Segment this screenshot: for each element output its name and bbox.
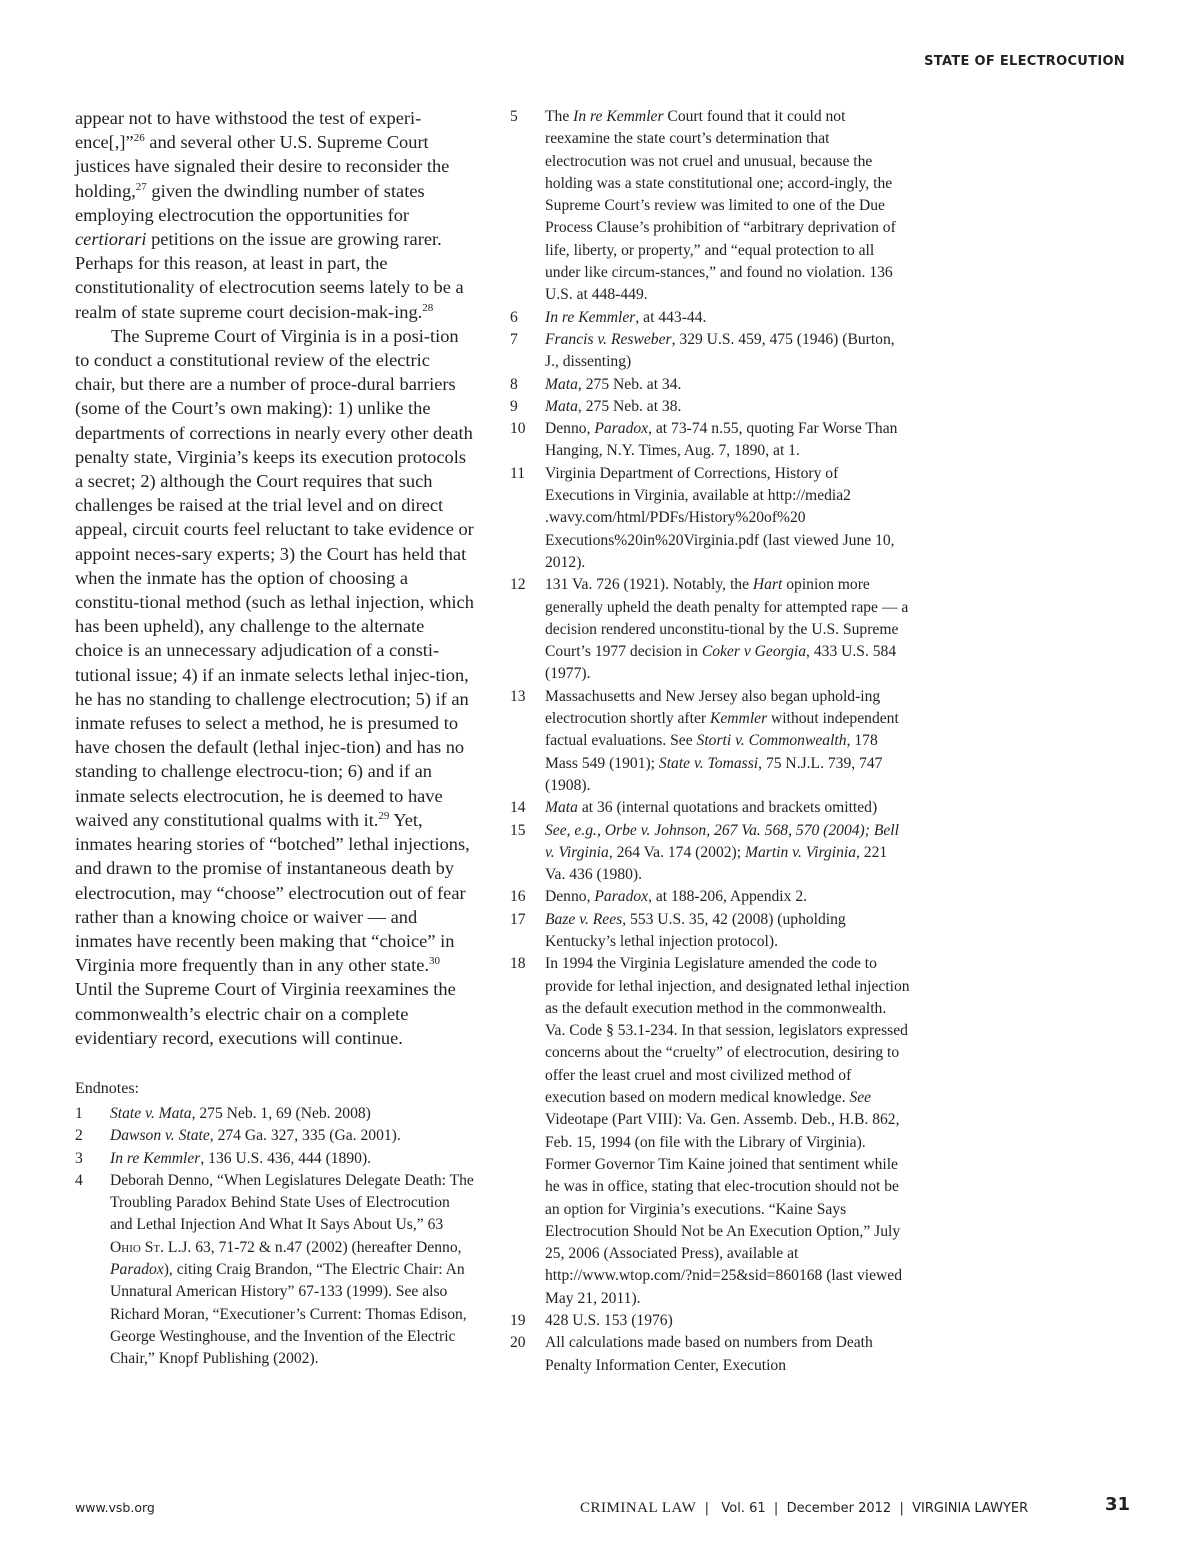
endnote-7: 7 Francis v. Resweber, 329 U.S. 459, 475 (1946) (Burton, J., dissenting) bbox=[510, 330, 895, 371]
endnote-17: 17 Baze v. Rees, 553 U.S. 35, 42 (2008) (upholding Kentucky’s lethal injection protocol). bbox=[510, 910, 846, 950]
footer-separator: | bbox=[899, 1501, 904, 1516]
page-number: 31 bbox=[1105, 1494, 1131, 1515]
footer-section: CRIMINAL LAW bbox=[580, 1500, 697, 1516]
footer-website: www.vsb.org bbox=[75, 1500, 155, 1515]
article-body-column bbox=[75, 106, 475, 1370]
endnote-18: 18 In 1994 the Virginia Legislature amended the code to provide for lethal injection, and designated lethal injection as the default execution method in the commonwealth. Va. Code § 53.1-234. In that session, legislators expressed concerns about the “cruelty” of electrocution, desiring to offer the least cruel and most civilized method of execution based on modern medical knowledge. See Videotape (Part VIII): Va. Gen. Assemb. Deb., H.B. 862, Feb. 15, 1994 (on file with the Library of Virginia). Former Governor Tim Kaine joined that sentiment while he was in office, stating that elec-trocution should not be an option for Virginia’s executions. “Kaine Says Electrocution Should Not be An Execution Option,” July 25, 2006 (Associated Press), available at http://www.wtop.com/?nid=25&sid=860168 (last viewed May 21, 2011). bbox=[510, 955, 910, 1307]
footer-separator: | bbox=[773, 1501, 779, 1516]
footnote-ref-28: 28 bbox=[422, 301, 434, 314]
footnote-ref-30: 30 bbox=[429, 954, 441, 967]
endnote-14: 14 Mata at 36 (internal quotations and brackets omitted) bbox=[510, 799, 878, 817]
footer-volume: Vol. 61 bbox=[721, 1501, 766, 1516]
endnote-19: 19 428 U.S. 153 (1976) bbox=[510, 1312, 673, 1330]
endnotes-column bbox=[510, 106, 910, 1377]
paragraph-2: The Supreme Court of Virginia is in a posi-tion to conduct a constitutional review of the electric chair, but there are a number of proce-dural barriers (some of the Court’s own making): 1) unlike the departments of corrections in nearly every other death penalty state, Virginia’s keeps its execution protocols a secret; 2) although the Court requires that such challenges be raised at the trial level and on direct appeal, circuit courts feel reluctant to take evidence or appoint neces-sary experts; 3) the Court has held that when the inmate has the option of choosing a constitu-tional method (such as lethal injection, which has been upheld), any challenge to the alternate choice is an unnecessary adjudication of a consti-tutional issue; 4) if an inmate selects lethal injec-tion, he has no standing to challenge electrocution; 5) if an inmate refuses to select a method, he is presumed to have chosen the default (lethal injec-tion) and has no standing to challenge electrocu-tion; 6) and if an inmate selects electrocution, he is deemed to have waived any constitutional qualms with it.$^{29}$ Yet, inmates hearing stories of “botched” lethal injections, and drawn to the promise of instantaneous death by electrocution, may “choose” electrocution out of fear rather than a knowing choice or waiver — and inmates have recently been making that “choice” in Virginia more frequently than in any other state.$^{30}$ Until the Supreme Court of Virginia reexamines the commonwealth’s electric chair on a complete evidentiary record, executions will continue. bbox=[75, 325, 474, 1048]
endnote-12: 12 131 Va. 726 (1921). Notably, the Hart opinion more generally upheld the death penalty for attempted rape — a decision rendered unconstitu-tional by the U.S. Supreme Court’s 1977 decision in Coker v Georgia, 433 U.S. 584 (1977). bbox=[510, 576, 909, 683]
endnotes-heading: Endnotes: bbox=[75, 1079, 139, 1097]
endnote-16: 16 Denno, Paradox, at 188-206, Appendix 2. bbox=[510, 888, 808, 906]
endnote-8: 8 Mata, 275 Neb. at 34. bbox=[510, 375, 682, 393]
endnote-2: 2 Dawson v. State, 274 Ga. 327, 335 (Ga. 2001). bbox=[75, 1127, 401, 1145]
endnote-13: 13 Massachusetts and New Jersey also began uphold-ing electrocution shortly after Kemmler without independent factual evaluations. See Storti v. Commonwealth, 178 Mass 549 (1901); State v. Tomassi, 75 N.J.L. 739, 747 (1908). bbox=[510, 687, 899, 794]
footnote-ref-29: 29 bbox=[378, 809, 390, 822]
endnote-11: 11 Virginia Department of Corrections, History of Executions in Virginia, available at http://media2 .wavy.com/html/PDFs/History%20of%20 Executions%20in%20Virginia.pdf (last viewed June 10, 2012). bbox=[510, 464, 895, 571]
footer-publication-line bbox=[580, 1500, 1028, 1517]
footnote-ref-27: 27 bbox=[135, 180, 147, 193]
endnote-20: 20 All calculations made based on numbers from Death Penalty Information Center, Execution bbox=[510, 1334, 873, 1374]
endnote-9: 9 Mata, 275 Neb. at 38. bbox=[510, 397, 682, 415]
footer-date: December 2012 bbox=[786, 1501, 892, 1516]
endnote-6: 6 In re Kemmler, at 443-44. bbox=[510, 308, 707, 326]
endnote-3: 3 In re Kemmler, 136 U.S. 436, 444 (1890). bbox=[75, 1149, 372, 1167]
running-title: STATE OF ELECTROCUTION bbox=[924, 54, 1125, 69]
footnote-ref-26: 26 bbox=[133, 132, 145, 145]
endnote-1: 1 State v. Mata, 275 Neb. 1, 69 (Neb. 2008) bbox=[75, 1104, 371, 1122]
endnote-4: 4 Deborah Denno, “When Legislatures Delegate Death: The Troubling Paradox Behind State Uses of Electrocution and Lethal Injection And What It Says About Us,” 63 Ohio St. L.J. 63, 71-72 & n.47 (2002) (hereafter Denno, Paradox), citing Craig Brandon, “The Electric Chair: An Unnatural American History” 67-133 (1999). See also Richard Moran, “Executioner’s Current: Thomas Edison, George Westinghouse, and the Invention of the Electric Chair,” Knopf Publishing (2002). bbox=[75, 1171, 474, 1368]
footer-publication: VIRGINIA LAWYER bbox=[912, 1501, 1029, 1516]
paragraph-1: appear not to have withstood the test of experi-ence[,]”$^{26}$ and several other U.S. Supreme Court justices have signaled their desire to reconsider the holding,$^{27}$ given the dwindling number of states employing electrocution the opportunities for certiorari petitions on the issue are growing rarer. Perhaps for this reason, at least in part, the constitutionality of electrocution seems lately to be a realm of state supreme court decision-mak-ing.$^{28}$ bbox=[75, 108, 464, 322]
endnote-5: 5 The In re Kemmler Court found that it could not reexamine the state court’s determination that electrocution was not cruel and unusual, because the holding was a state constitutional one; accord-ingly, the Supreme Court’s review was limited to one of the Due Process Clause’s prohibition of “arbitrary deprivation of life, liberty, or property,” and “equal protection to all under like circum-stances,” and found no violation. 136 U.S. at 448-449. bbox=[510, 108, 896, 304]
endnote-15: 15 See, e.g., Orbe v. Johnson, 267 Va. 568, 570 (2004); Bell v. Virginia, 264 Va. 174 (2002); Martin v. Virginia, 221 Va. 436 (1980). bbox=[510, 821, 899, 884]
endnote-10: 10 Denno, Paradox, at 73-74 n.55, quoting Far Worse Than Hanging, N.Y. Times, Aug. 7, 1890, at 1. bbox=[510, 420, 898, 460]
footer-separator: | bbox=[704, 1501, 709, 1516]
